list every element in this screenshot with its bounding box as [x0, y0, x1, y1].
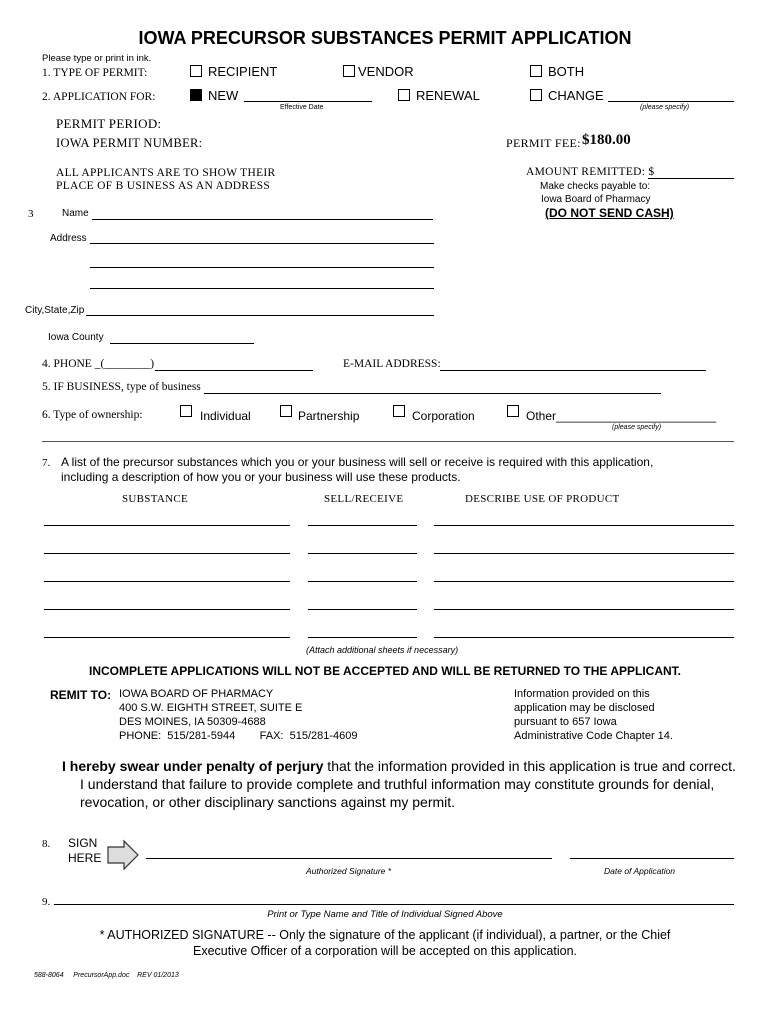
remit-to-label: REMIT TO:: [50, 688, 112, 702]
incomplete-notice: INCOMPLETE APPLICATIONS WILL NOT BE ACCEPTED AND WILL BE RETURNED TO THE APPLICANT.: [88, 664, 681, 678]
both-checkbox[interactable]: [530, 65, 542, 77]
email-line[interactable]: [440, 370, 706, 371]
both-label: BOTH: [548, 64, 585, 79]
remit-line4: PHONE: 515/281-5944 FAX: 515/281-4609: [119, 730, 358, 742]
recipient-label: RECIPIENT: [208, 64, 278, 79]
describe-line-2[interactable]: [434, 553, 734, 554]
date-of-application-caption: Date of Application: [604, 866, 676, 876]
vendor-checkbox[interactable]: [343, 65, 355, 77]
applicants-note-line2: PLACE OF B USINESS AS AN ADDRESS: [56, 180, 271, 192]
new-checkbox[interactable]: [190, 89, 202, 101]
renewal-label: RENEWAL: [416, 88, 480, 103]
recipient-checkbox[interactable]: [190, 65, 202, 77]
no-cash-notice: (DO NOT SEND CASH): [545, 206, 674, 220]
sell-receive-line-5[interactable]: [308, 637, 417, 638]
q7-text-line2: including a description of how you or your business will use these products.: [61, 470, 461, 484]
perjury-line2: I understand that failure to provide complete and truthful information may constitute grounds for denial,: [80, 776, 715, 792]
describe-line-4[interactable]: [434, 609, 734, 610]
remit-line1: IOWA BOARD OF PHARMACY: [119, 688, 274, 700]
remit-line3: DES MOINES, IA 50309-4688: [119, 716, 266, 728]
column-describe-use: DESCRIBE USE OF PRODUCT: [465, 493, 620, 505]
printed-name-line[interactable]: [54, 904, 734, 905]
column-sell-receive: SELL/RECEIVE: [324, 493, 404, 505]
payable-line1: Make checks payable to:: [540, 181, 651, 192]
describe-line-3[interactable]: [434, 581, 734, 582]
sell-receive-line-3[interactable]: [308, 581, 417, 582]
question-8-number: 8.: [42, 838, 51, 850]
change-specify-line[interactable]: [608, 101, 734, 102]
other-specify-blank[interactable]: ________________________: [556, 409, 717, 423]
change-checkbox[interactable]: [530, 89, 542, 101]
applicants-note-line1: ALL APPLICANTS ARE TO SHOW THEIR: [56, 167, 276, 179]
perjury-bold: I hereby swear under penalty of perjury: [62, 758, 324, 774]
permit-period-label: PERMIT PERIOD:: [56, 116, 162, 131]
here-label: HERE: [68, 851, 102, 865]
other-label: Other: [526, 409, 557, 423]
name-line[interactable]: [92, 219, 433, 220]
individual-checkbox[interactable]: [180, 405, 192, 417]
authorized-signature-caption: Authorized Signature *: [306, 866, 392, 876]
arrow-right-icon: [106, 839, 140, 873]
disclosure-line2: application may be disclosed: [514, 702, 655, 714]
address-label: Address: [50, 233, 87, 244]
amount-remitted-line[interactable]: [648, 178, 734, 179]
date-of-application-line[interactable]: [570, 858, 734, 859]
vendor-label: VENDOR: [358, 64, 414, 79]
q7-text-line1: A list of the precursor substances which you or your business will sell or receive is required with this application,: [61, 455, 654, 469]
describe-line-1[interactable]: [434, 525, 734, 526]
substance-line-4[interactable]: [44, 609, 290, 610]
disclosure-line3: pursuant to 657 Iowa: [514, 716, 617, 728]
column-substance: SUBSTANCE: [122, 493, 188, 505]
corporation-checkbox[interactable]: [393, 405, 405, 417]
address-line-1[interactable]: [90, 243, 434, 244]
payable-line2: Iowa Board of Pharmacy: [541, 194, 651, 205]
perjury-line3: revocation, or other disciplinary sanctions against my permit.: [80, 794, 456, 810]
iowa-county-label: Iowa County: [48, 332, 104, 343]
question-7-number: 7.: [42, 457, 51, 469]
substance-line-3[interactable]: [44, 581, 290, 582]
remit-line2: 400 S.W. EIGHTH STREET, SUITE E: [119, 702, 303, 714]
footnote-line2: Executive Officer of a corporation will be accepted on this application.: [192, 944, 577, 958]
sell-receive-line-2[interactable]: [308, 553, 417, 554]
application-for-label: 2. APPLICATION FOR:: [42, 91, 156, 103]
attach-sheets-note: (Attach additional sheets if necessary): [306, 645, 459, 655]
footnote-line1: * AUTHORIZED SIGNATURE -- Only the signature of the applicant (if individual), a partner, or the Chief: [99, 928, 671, 942]
email-label: E-MAIL ADDRESS:: [343, 358, 441, 370]
type-of-business-label: 5. IF BUSINESS, type of business: [42, 381, 201, 393]
change-specify-caption: (please specify): [640, 104, 690, 111]
amount-remitted-label: AMOUNT REMITTED: $: [526, 166, 655, 178]
perjury-line1: [62, 758, 736, 774]
other-specify-caption: (please specify): [612, 424, 662, 431]
city-state-zip-label: City,State,Zip: [25, 305, 85, 316]
type-of-ownership-label: 6. Type of ownership:: [42, 409, 143, 421]
question-9-number: 9.: [42, 896, 51, 908]
section-divider: [42, 441, 734, 442]
effective-date-caption: Effective Date: [280, 104, 324, 111]
partnership-checkbox[interactable]: [280, 405, 292, 417]
disclosure-line4: Administrative Code Chapter 14.: [514, 730, 673, 742]
sign-label: SIGN: [68, 836, 98, 850]
change-label: CHANGE: [548, 88, 604, 103]
sell-receive-line-1[interactable]: [308, 525, 417, 526]
type-of-business-line[interactable]: [204, 393, 661, 394]
permit-number-label: IOWA PERMIT NUMBER:: [56, 136, 203, 150]
describe-line-5[interactable]: [434, 637, 734, 638]
iowa-county-line[interactable]: [110, 343, 254, 344]
sell-receive-line-4[interactable]: [308, 609, 417, 610]
phone-label: 4. PHONE _(________): [42, 358, 155, 370]
phone-line[interactable]: [155, 370, 313, 371]
city-state-zip-line[interactable]: [86, 315, 434, 316]
individual-label: Individual: [200, 409, 251, 423]
name-label: Name: [62, 208, 89, 219]
question-3-number: 3: [28, 208, 34, 220]
partnership-label: Partnership: [298, 409, 360, 423]
other-checkbox[interactable]: [507, 405, 519, 417]
renewal-checkbox[interactable]: [398, 89, 410, 101]
permit-fee-label: PERMIT FEE:: [506, 136, 581, 150]
substance-line-2[interactable]: [44, 553, 290, 554]
corporation-label: Corporation: [412, 409, 475, 423]
type-of-permit-label: 1. TYPE OF PERMIT:: [42, 67, 148, 79]
address-line-3[interactable]: [90, 288, 434, 289]
disclosure-line1: Information provided on this: [514, 688, 650, 700]
signature-line[interactable]: [146, 858, 552, 859]
substance-line-1[interactable]: [44, 525, 290, 526]
permit-fee-value: $180.00: [582, 132, 631, 148]
substance-line-5[interactable]: [44, 637, 290, 638]
form-footer: 588-8064 PrecursorApp.doc REV 01/2013: [34, 972, 179, 979]
effective-date-line[interactable]: [244, 101, 372, 102]
printed-name-caption: Print or Type Name and Title of Individual Signed Above: [267, 909, 503, 920]
new-label: NEW: [208, 88, 239, 103]
address-line-2[interactable]: [90, 267, 434, 268]
perjury-rest: that the information provided in this application is true and correct.: [323, 758, 736, 774]
instruction-text: Please type or print in ink.: [42, 53, 152, 64]
page-title: IOWA PRECURSOR SUBSTANCES PERMIT APPLICATION: [138, 28, 632, 48]
